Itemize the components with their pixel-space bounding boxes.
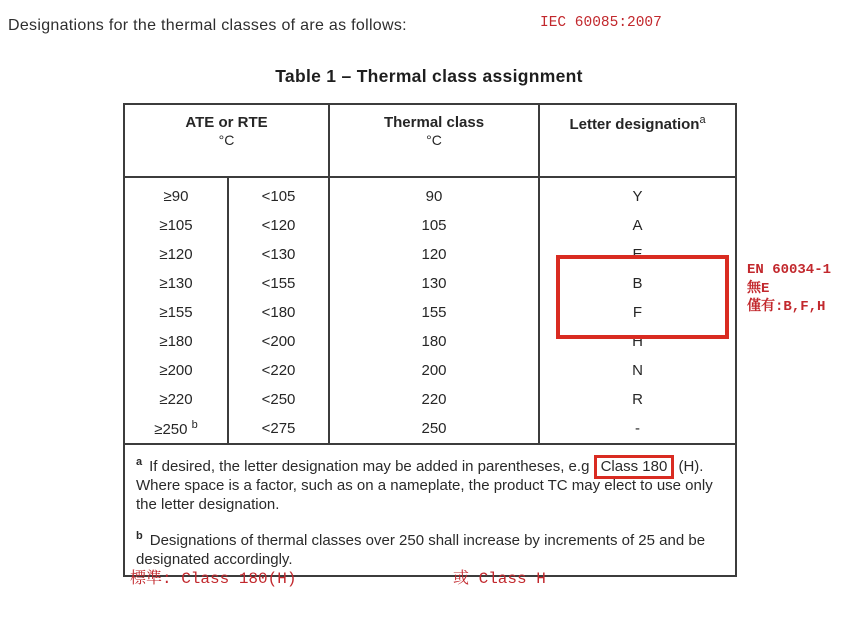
table-row xyxy=(124,211,736,240)
ate-min-cell: ≥180 xyxy=(124,327,228,356)
letter-cell: E xyxy=(539,240,736,269)
column-header-ate-rte-label: ATE or RTE xyxy=(185,114,268,131)
side-annotation-line2: 無E xyxy=(747,280,770,297)
ate-max-cell: <130 xyxy=(228,240,329,269)
table-title: Table 1 – Thermal class assignment xyxy=(275,66,583,86)
footnote-a-text-before: If desired, the letter designation may be added in parentheses, e.g xyxy=(149,458,590,475)
table-row xyxy=(124,177,736,211)
side-annotation xyxy=(747,261,831,317)
column-header-letter-designation-label: Letter designation xyxy=(569,116,700,133)
ate-max-cell: <250 xyxy=(228,385,329,414)
ate-min-cell: ≥155 xyxy=(124,298,228,327)
letter-cell-highlighted: B xyxy=(539,269,736,298)
thermal-class-cell: 130 xyxy=(329,269,539,298)
letter-cell: R xyxy=(539,385,736,414)
intro-text: Designations for the thermal classes of are as follows: xyxy=(8,17,407,34)
footnote-b-text: Designations of thermal classes over 250 shall increase by increments of 25 and be designated accordingly. xyxy=(136,532,706,568)
letter-cell: N xyxy=(539,356,736,385)
ate-min-cell: ≥220 xyxy=(124,385,228,414)
letter-cell: A xyxy=(539,211,736,240)
column-header-thermal-class xyxy=(329,104,539,177)
ate-min-value: ≥250 xyxy=(154,421,188,438)
thermal-class-cell: 105 xyxy=(329,211,539,240)
thermal-class-cell: 250 xyxy=(329,414,539,444)
table-row xyxy=(124,356,736,385)
table-row xyxy=(124,385,736,414)
bottom-annotation-alternative: 或 Class H xyxy=(453,570,546,588)
class-180-highlight-box: Class 180 xyxy=(594,455,675,479)
side-annotation-line1: EN 60034-1 xyxy=(747,262,832,278)
ate-min-cell: ≥90 xyxy=(124,177,228,211)
table-row xyxy=(124,414,736,444)
bfh-highlight-box xyxy=(556,255,729,339)
ate-max-cell: <105 xyxy=(228,177,329,211)
column-header-thermal-class-label: Thermal class xyxy=(383,114,485,131)
bottom-annotation-standard: 標準: Class 180(H) xyxy=(130,570,297,588)
ate-max-cell: <180 xyxy=(228,298,329,327)
footnote-b xyxy=(136,527,724,569)
ate-min-cell xyxy=(124,414,228,444)
table-footnotes xyxy=(124,444,736,576)
ate-min-cell: ≥200 xyxy=(124,356,228,385)
footnote-a xyxy=(136,453,724,514)
ate-max-cell: <200 xyxy=(228,327,329,356)
footnote-a-text-after: (H). Where space is a factor, such as on a nameplate, the product TC may elect to use only the letter designation. xyxy=(136,458,713,513)
footnote-a-reference: a xyxy=(699,114,706,126)
ate-max-cell: <220 xyxy=(228,356,329,385)
ate-max-cell: <155 xyxy=(228,269,329,298)
thermal-class-cell: 220 xyxy=(329,385,539,414)
table-header xyxy=(124,104,736,177)
side-annotation-line3: 僅有:B,F,H xyxy=(747,299,826,315)
thermal-class-cell: 90 xyxy=(329,177,539,211)
thermal-class-cell: 155 xyxy=(329,298,539,327)
thermal-class-cell: 120 xyxy=(329,240,539,269)
ate-min-cell: ≥105 xyxy=(124,211,228,240)
footnote-a-marker: a xyxy=(136,456,143,468)
footnote-b-reference: b xyxy=(191,419,198,431)
letter-cell-highlighted: F xyxy=(539,298,736,327)
thermal-class-table xyxy=(123,103,737,577)
letter-cell: Y xyxy=(539,177,736,211)
ate-min-cell: ≥120 xyxy=(124,240,228,269)
letter-cell-highlighted: H xyxy=(539,327,736,356)
column-header-thermal-class-unit: °C xyxy=(426,132,442,148)
column-header-letter-designation xyxy=(539,104,736,177)
thermal-class-cell: 180 xyxy=(329,327,539,356)
ate-min-cell: ≥130 xyxy=(124,269,228,298)
column-header-ate-rte xyxy=(124,104,329,177)
standard-reference-annotation: IEC 60085:2007 xyxy=(540,15,662,31)
thermal-class-cell: 200 xyxy=(329,356,539,385)
footnote-b-marker: b xyxy=(136,530,143,542)
ate-max-cell: <275 xyxy=(228,414,329,444)
letter-cell: - xyxy=(539,414,736,444)
ate-max-cell: <120 xyxy=(228,211,329,240)
column-header-ate-rte-unit: °C xyxy=(218,132,235,148)
